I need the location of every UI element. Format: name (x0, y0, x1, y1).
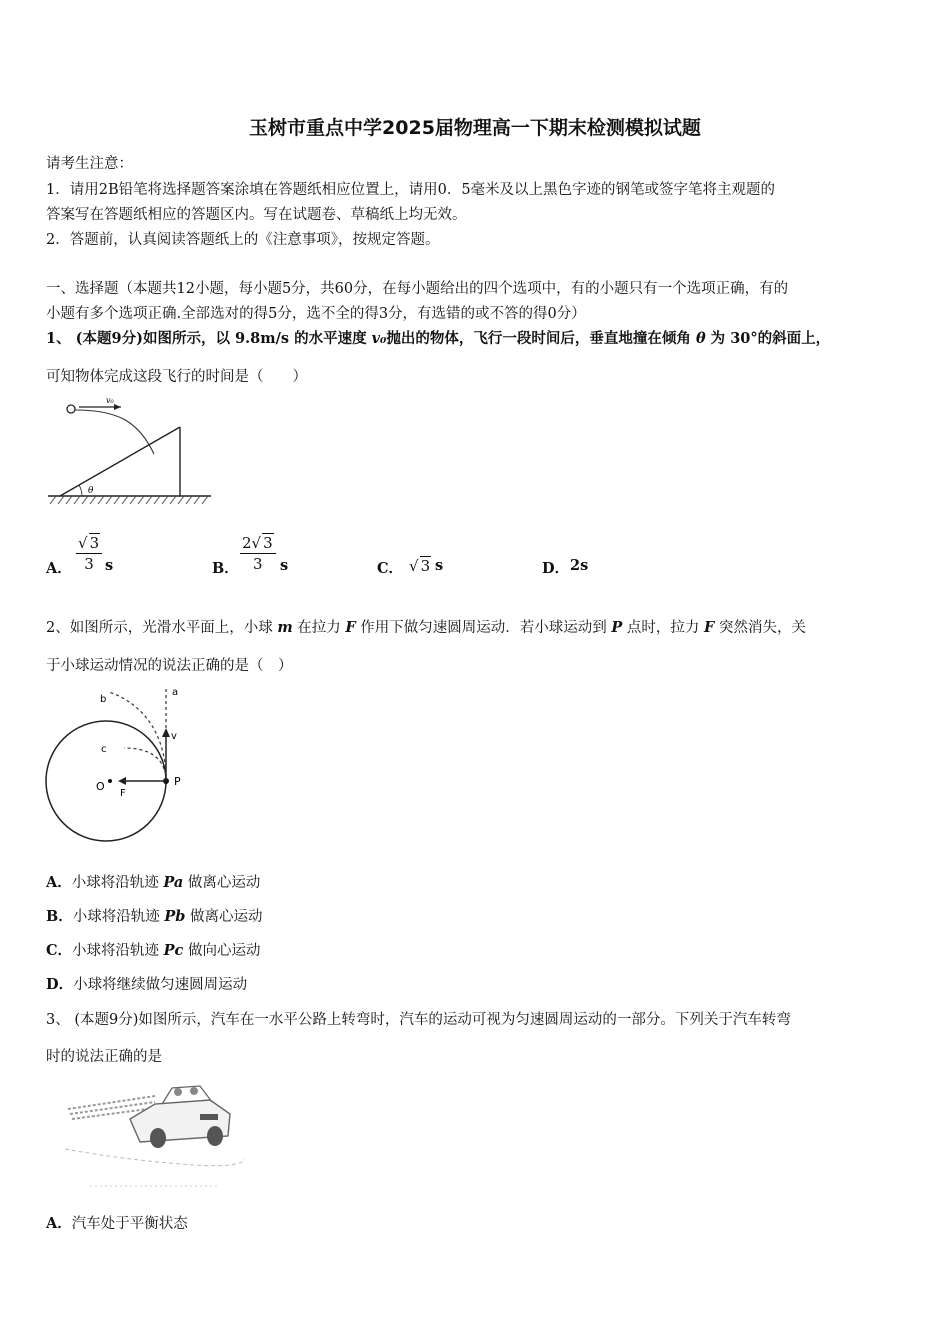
q2-option-a-pre: 小球将沿轨迹 (71, 875, 164, 891)
notice-heading: 请考生注意： (46, 156, 133, 172)
q2-text-4: 点时，拉力 (622, 620, 705, 636)
question-2-stem (46, 616, 806, 637)
velocity-arrowhead-icon (114, 404, 121, 410)
q1-option-a-fraction (76, 533, 102, 573)
trajectory-curve (75, 410, 154, 454)
section-heading-line-2: 小题有多个选项正确.全部选对的得5分，选不全的得3分，有选错的或不答的得0分） (46, 306, 586, 322)
theta-symbol: θ (695, 330, 706, 347)
velocity-arrowhead-icon (162, 728, 170, 737)
q2-option-a-post: 做离心运动 (183, 875, 261, 891)
incline-projectile-figure (46, 396, 216, 508)
q1-option-a-radicand: 3 (89, 534, 100, 552)
q2-text-1: 2、如图所示，光滑水平面上，小球 (46, 620, 278, 636)
q3-option-a (46, 1212, 188, 1233)
center-o-dot (108, 779, 112, 783)
q1-option-b-fraction (240, 533, 276, 573)
question-1-suffix: 为 30°的斜面上， (705, 330, 831, 347)
q2-option-b (46, 905, 263, 926)
question-1-stem (46, 327, 830, 348)
notice-item-1-line-1: 1．请用2B铅笔将选择题答案涂填在答题纸相应位置上，请用0．5毫米及以上黑色字迹的钢笔或签字笔将主观题的 (46, 182, 776, 198)
sqrt-icon: √ (409, 557, 419, 575)
label-a: a (172, 687, 179, 698)
label-p: P (174, 775, 181, 788)
notice-item-2: 2．答题前，认真阅读答题纸上的《注意事项》，按规定答题。 (46, 232, 440, 248)
road-marks (65, 1149, 245, 1166)
q2-option-b-post: 做离心运动 (185, 909, 263, 925)
rear-wheel-icon (207, 1126, 223, 1146)
angle-arc (79, 485, 82, 496)
passenger-icon (174, 1088, 182, 1096)
q1-option-b-denominator: 3 (253, 555, 263, 573)
label-v: v (171, 731, 177, 742)
incline-surface (60, 427, 180, 496)
question-1-prefix: 1、 (本题9分)如图所示，以 9.8m/s 的水平速度 (46, 330, 372, 347)
q2-option-a-path: Pa (163, 874, 184, 891)
q1-option-a-denominator: 3 (84, 555, 94, 573)
question-1-mid: 抛出的物体，飞行一段时间后，垂直地撞在倾角 (386, 330, 696, 347)
force-symbol: F (345, 619, 356, 636)
q2-option-a (46, 871, 260, 892)
label-f: F (120, 788, 126, 799)
license-plate (200, 1114, 218, 1120)
q1-option-b-label: B． (212, 560, 239, 577)
question-2-stem-line-2: 于小球运动情况的说法正确的是（ ） (46, 658, 293, 674)
notice-item-1-line-2: 答案写在答题纸相应的答题区内。写在试题卷、草稿纸上均无效。 (46, 207, 467, 223)
label-o: O (96, 780, 105, 793)
q2-option-c (46, 939, 261, 960)
sqrt-icon: √ (251, 534, 262, 552)
q2-option-b-path: Pb (164, 908, 186, 925)
sqrt-icon: √ (78, 534, 88, 552)
q1-option-c-radicand: 3 (420, 557, 431, 575)
q2-option-a-label: A． (46, 874, 72, 891)
q2-text-2: 在拉力 (292, 620, 346, 636)
q2-option-c-path: Pc (163, 942, 184, 959)
figure-theta-label: θ (88, 486, 94, 496)
question-3-stem-line-2: 时的说法正确的是 (46, 1049, 162, 1065)
mass-symbol: m (277, 619, 293, 636)
q2-text-5: 突然消失，关 (714, 620, 806, 636)
force-symbol-2: F (704, 619, 715, 636)
driver-icon (190, 1087, 198, 1095)
q1-option-c-label: C． (377, 560, 404, 577)
label-c: c (101, 744, 107, 755)
q2-option-d-text: 小球将继续做匀速圆周运动 (73, 977, 248, 993)
q1-option-b-radicand: 3 (263, 534, 273, 552)
q1-option-d-label: D． (542, 560, 570, 577)
q2-option-d-label: D． (46, 976, 74, 993)
page-title: 玉树市重点中学2025届物理高一下期末检测模拟试题 (249, 117, 701, 139)
q3-option-a-label: A． (46, 1215, 72, 1232)
front-wheel-icon (150, 1128, 166, 1148)
q2-option-c-post: 做向心运动 (183, 943, 261, 959)
point-symbol: P (611, 619, 623, 636)
question-1-stem-line-2: 可知物体完成这段飞行的时间是（ ） (46, 369, 307, 385)
q2-option-d (46, 973, 247, 994)
q1-option-b-coefficient: 2 (242, 534, 252, 552)
v0-symbol: v₀ (371, 330, 387, 347)
section-heading-line-1: 一、选择题（本题共12小题，每小题5分，共60分，在每小题给出的四个选项中，有的小题只有一个选项正确，有的 (46, 281, 789, 297)
q1-option-b-unit: s (280, 557, 289, 574)
ground-hatching (50, 496, 208, 504)
q2-text-3: 作用下做匀速圆周运动．若小球运动到 (355, 620, 612, 636)
turning-car-figure (60, 1074, 250, 1194)
q1-option-c-value (409, 556, 431, 575)
label-b: b (100, 694, 107, 705)
force-arrowhead-icon (118, 777, 126, 785)
q2-option-b-label: B． (46, 908, 73, 925)
q2-option-c-label: C． (46, 942, 73, 959)
q1-option-a-label: A． (46, 560, 72, 577)
q3-option-a-text: 汽车处于平衡状态 (71, 1216, 188, 1232)
figure-v0-label: v₀ (106, 396, 114, 405)
q1-option-c-unit: s (435, 557, 444, 574)
circular-motion-figure (44, 684, 204, 844)
q1-option-d-text: 2s (570, 557, 589, 574)
thrown-object (67, 405, 75, 413)
q2-option-c-pre: 小球将沿轨迹 (72, 943, 164, 959)
q1-option-a-unit: s (105, 557, 114, 574)
q2-option-b-pre: 小球将沿轨迹 (72, 909, 165, 925)
question-3-stem: 3、 (本题9分)如图所示，汽车在一水平公路上转弯时，汽车的运动可视为匀速圆周运动的一部分。下列关于汽车转弯 (46, 1012, 791, 1028)
path-b-dashed (109, 692, 166, 774)
